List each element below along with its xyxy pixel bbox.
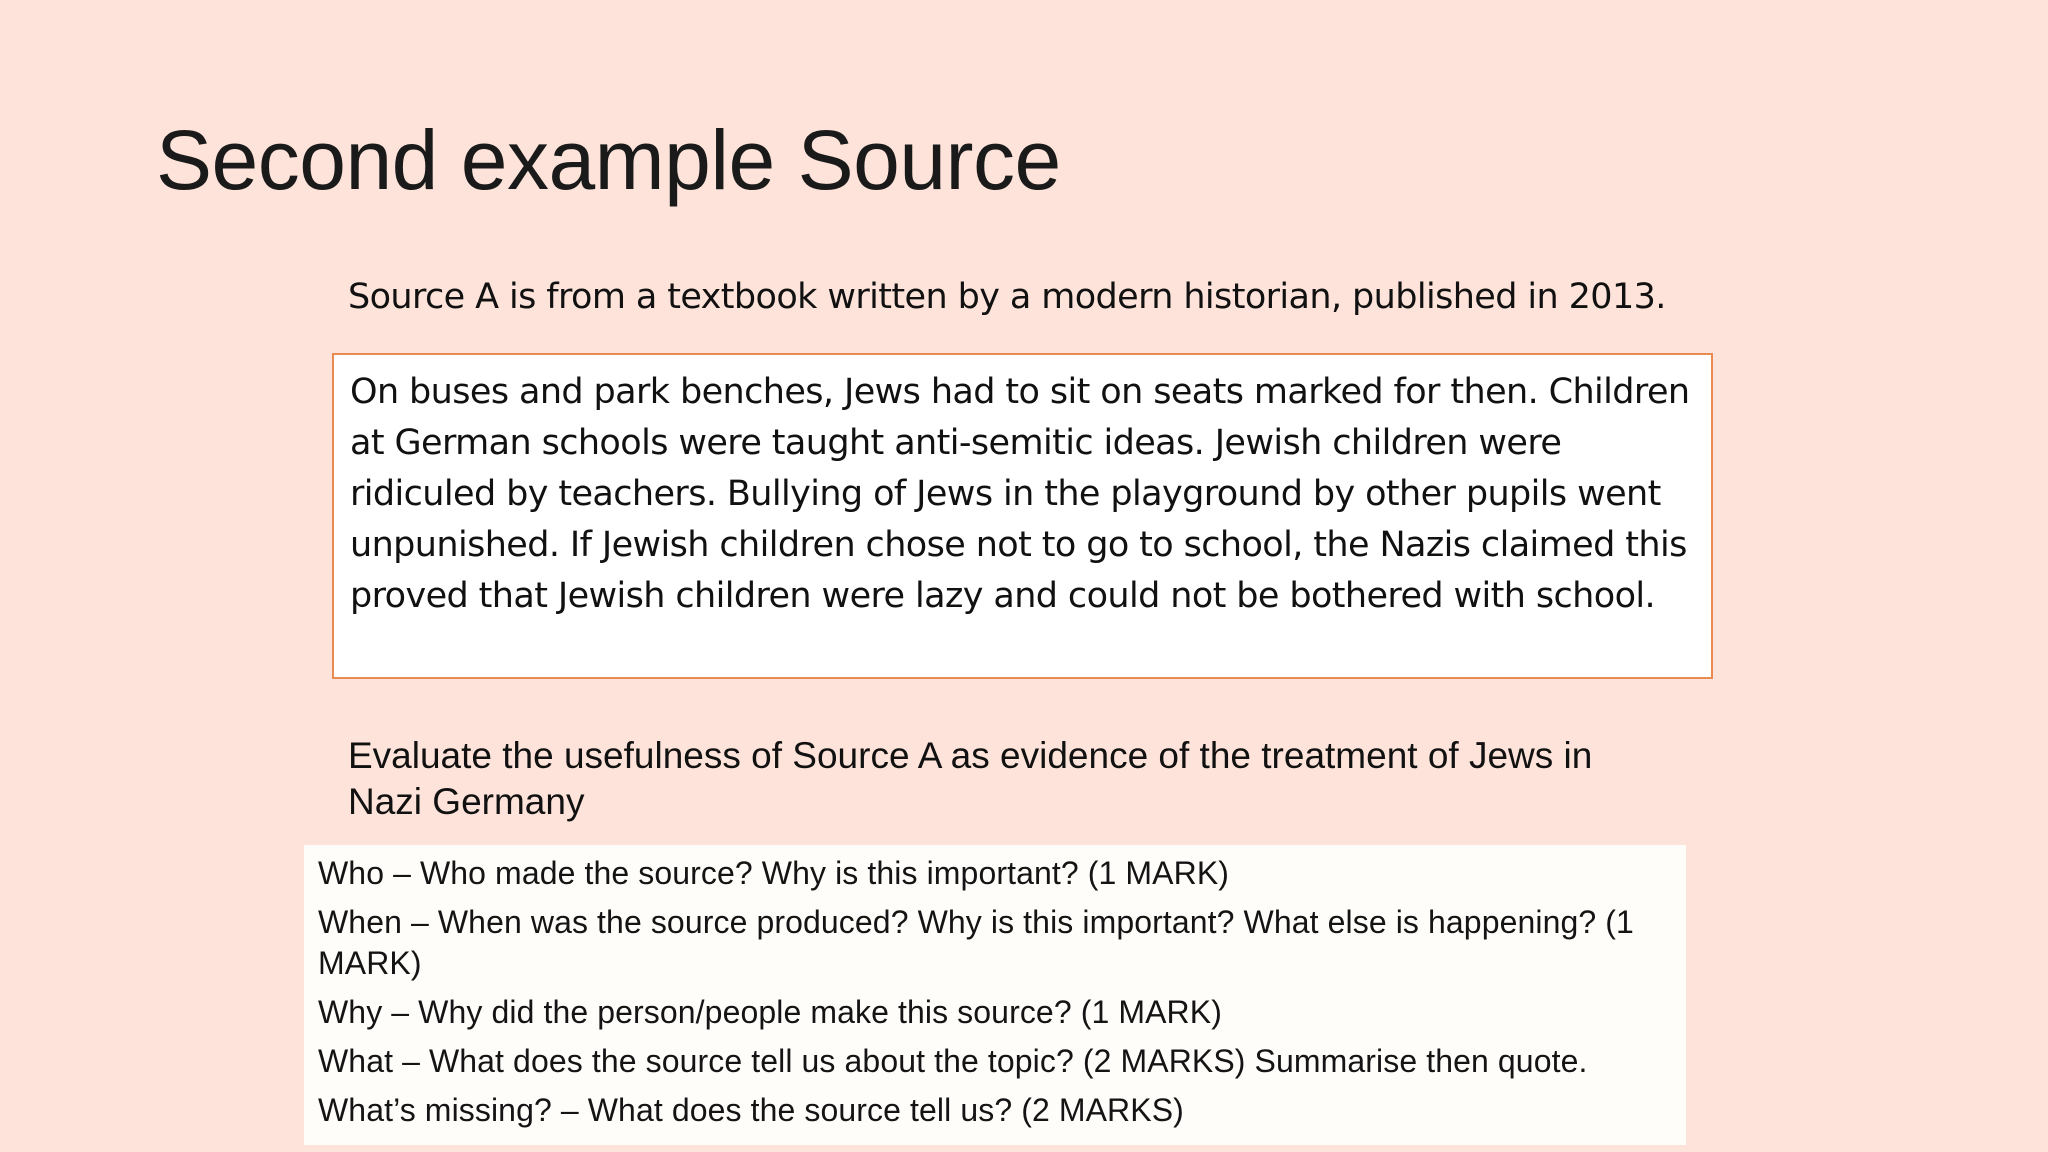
- hint-what: What – What does the source tell us about the topic? (2 MARKS) Summarise then quote.: [318, 1043, 1588, 1079]
- hint-whats-missing: What’s missing? – What does the source tell us? (2 MARKS): [318, 1092, 1184, 1128]
- hint-when: When – When was the source produced? Why is this important? What else is happening? (1 MARK): [318, 904, 1634, 981]
- question-text: Evaluate the usefulness of Source A as evidence of the treatment of Jews in Nazi Germany: [348, 735, 1593, 822]
- source-text: On buses and park benches, Jews had to sit on seats marked for then. Children at German schools were taught anti-semitic ideas. Jewish children were ridiculed by teachers. Bullying of Jews in the playground by other pupils went unpunished. If Jewish children chose not to go to school, the Nazis claimed this proved that Jewish children were lazy and could not be bothered with school.: [350, 372, 1690, 616]
- hint-who: Who – Who made the source? Why is this important? (1 MARK): [318, 855, 1230, 891]
- source-intro: Source A is from a textbook written by a modern historian, published in 2013.: [348, 277, 1666, 317]
- hint-why: Why – Why did the person/people make this source? (1 MARK): [318, 994, 1222, 1030]
- hints-box: [304, 845, 1686, 1145]
- slide-title: Second example Source: [156, 113, 1061, 207]
- source-text-box: [332, 353, 1713, 679]
